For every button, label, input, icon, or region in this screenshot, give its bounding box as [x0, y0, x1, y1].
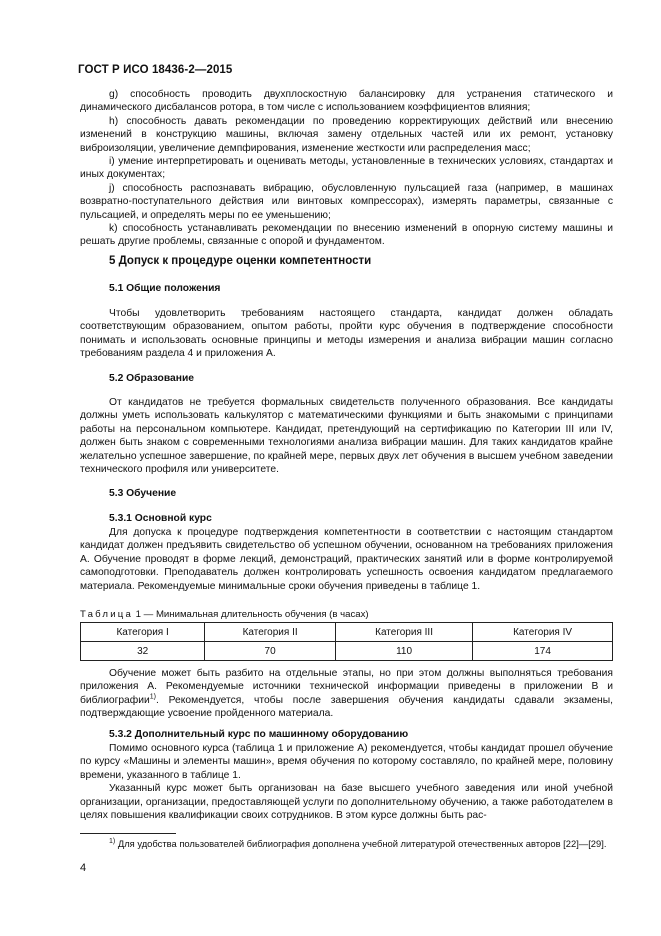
list-item: k) способность устанавливать рекомендации по внесению изменений в опорную систему машины и решать другие проблемы, связанные с опорой и фундаментом.	[80, 223, 613, 248]
training-duration-table	[80, 622, 613, 661]
section-5-3-2-title: 5.3.2 Дополнительный курс по машинному оборудованию	[109, 729, 409, 740]
table-header-row	[81, 623, 613, 642]
paragraph: Для допуска к процедуре подтверждения компетентности в соответствии с настоящим стандартом кандидат должен предъявить свидетельство об успешном обучении, основанном на требованиях приложения А. Обучение проводят в форме лекций, демонстраций, практических занятий или в форме контролируемой самоподготовки. Преподаватель должен контролировать успешность освоения кандидатом предлагаемого материала. Рекомендуемые минимальные сроки обучения приведены в таблице 1.	[80, 527, 613, 592]
section-5-3-2-body	[80, 742, 613, 822]
table-header-cell: Категория III	[335, 623, 472, 642]
table-caption	[80, 609, 369, 620]
section-5-2-body	[80, 396, 613, 476]
table-header-cell: Категория IV	[473, 623, 613, 642]
table-header-cell: Категория II	[205, 623, 336, 642]
list-item: h) способность давать рекомендации по проведению корректирующих действий или внесению изменений в конструкцию машины, включая замену отдельных частей или их ремонт, установку виброизоляции, увеличение демпфирования, изменение жесткости или распределения масс;	[80, 115, 613, 154]
paragraph: Чтобы удовлетворить требованиям настоящего стандарта, кандидат должен обладать соответствующим образованием, опытом работы, пройти курс обучения в подтверждение способности понимать и использовать основные принципы и методы измерения и анализа вибрации машин согласно требованиям раздела 4 и приложения А.	[80, 308, 613, 360]
paragraph-text: Обучение может быть разбито на отдельные этапы, но при этом должны выполняться требования приложения А. Рекомендуемые источники технической информации приведены в приложении В и библиографии	[80, 668, 613, 706]
footnote-paragraph	[80, 837, 613, 850]
requirements-list	[80, 88, 613, 249]
section-5-3-1-body	[80, 526, 613, 593]
footnote	[80, 837, 613, 850]
paragraph	[80, 667, 613, 721]
section-5-3-1-title: 5.3.1 Основной курс	[109, 513, 212, 524]
table-row	[81, 642, 613, 661]
footnote-text: Для удобства пользователей библиография дополнена учебной литературой отечественных авторов [22]—[29].	[115, 838, 607, 849]
paragraph: От кандидатов не требуется формальных свидетельств полученного образования. Все кандидаты должны уметь использовать калькулятор с математическими функциями и быть знакомыми с принципами работы на персональном компьютере. Кандидат, претендующий на сертификацию по Категории III или IV, должен быть знаком с современными технологиями анализа вибрации машин. Для таких кандидатов крайне желательно успешное завершение, по крайней мере, первых двух лет обучения в высшем учебном заведении технического профиля или университете.	[80, 397, 613, 476]
section-5-title: 5 Допуск к процедуре оценки компетентности	[109, 255, 372, 267]
after-table-body	[80, 667, 613, 721]
table-cell: 32	[81, 642, 205, 661]
table-cell: 70	[205, 642, 336, 661]
table-caption-text: 1 — Минимальная длительность обучения (в часах)	[133, 609, 369, 620]
table-cell: 110	[335, 642, 472, 661]
table-cell: 174	[473, 642, 613, 661]
list-item: g) способность проводить двухплоскостную балансировку для устранения статического и динамического дисбалансов ротора, в том числе с использованием коэффициентов влияния;	[80, 89, 613, 114]
list-item: i) умение интерпретировать и оценивать методы, установленные в технических условиях, стандартах и иных документах;	[80, 156, 613, 181]
footnote-mark: 1)	[109, 837, 116, 845]
paragraph-text: . Рекомендуется, чтобы после завершения обучения кандидаты сдавали экзамены, подтверждающие усвоение пройденного материала.	[80, 694, 613, 720]
paragraph: Указанный курс может быть организован на базе высшего учебного заведения или иной учебной организации, организации, предоставляющей услуги по дополнительному обучению, а также работодателем в целях повышения квалификации своих сотрудников. В этом курсе должны быть рас-	[80, 783, 613, 822]
table-caption-word: Таблица	[80, 609, 134, 620]
list-item: j) способность распознавать вибрацию, обусловленную пульсацией газа (например, в машинах возвратно-поступательного действия или винтовых компрессорах), измерять параметры, связанные с пульсацией, и определять меры по ее уменьшению;	[80, 182, 613, 221]
table-header-cell: Категория I	[81, 623, 205, 642]
footnote-ref: 1)	[149, 693, 156, 701]
footnote-separator	[80, 833, 176, 834]
section-5-3-title: 5.3 Обучение	[109, 488, 177, 499]
document-header: ГОСТ Р ИСО 18436-2—2015	[78, 64, 233, 76]
section-5-1-title: 5.1 Общие положения	[109, 283, 221, 294]
paragraph: Помимо основного курса (таблица 1 и приложение А) рекомендуется, чтобы кандидат прошел обучение по курсу «Машины и элементы машин», время обучения по которому составляло, по крайней мере, половину времени, указанного в таблице 1.	[80, 743, 613, 781]
page-number: 4	[80, 862, 87, 874]
section-5-2-title: 5.2 Образование	[109, 373, 195, 384]
section-5-1-body	[80, 307, 613, 361]
